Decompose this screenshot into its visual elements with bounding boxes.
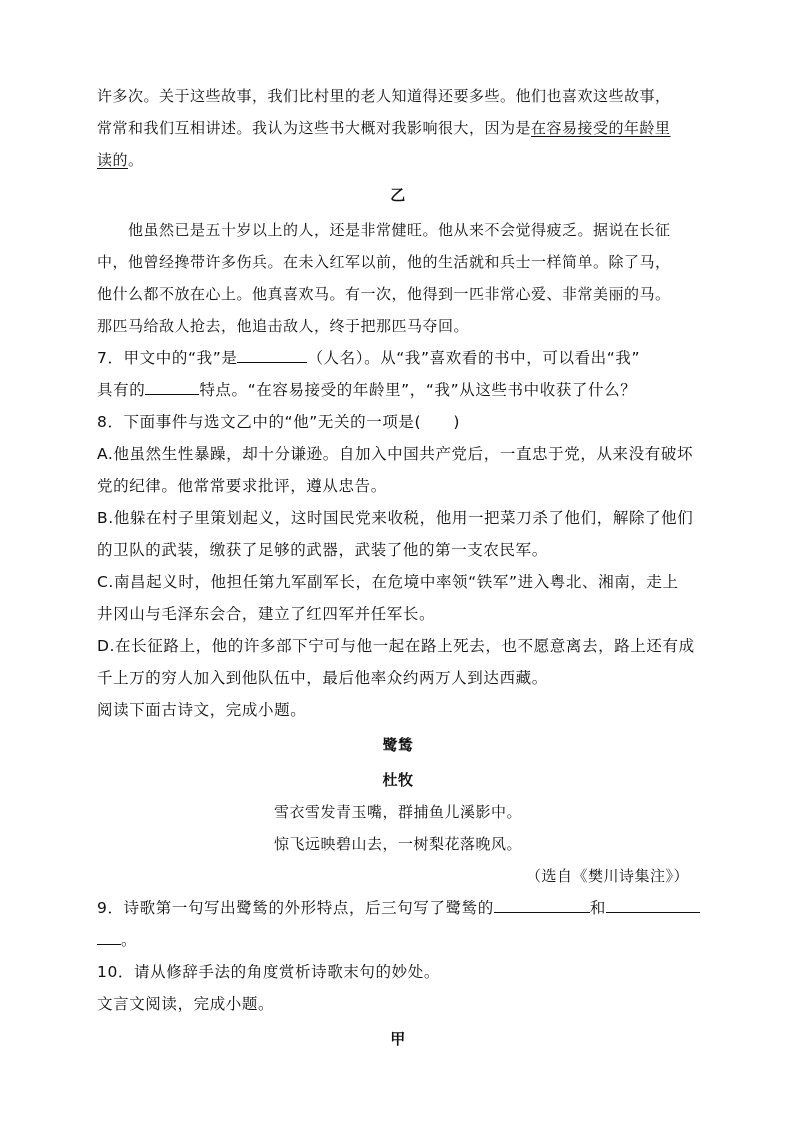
option-d-line-1: D.在长征路上，他的许多部下宁可与他一起在路上死去，也不愿意离去，路上还有成 — [97, 637, 695, 655]
classical-intro: 文言文阅读，完成小题。 — [97, 995, 275, 1013]
question-10: 10．请从修辞手法的角度赏析诗歌末句的妙处。 — [97, 963, 440, 981]
underlined-phrase-end: 读的 — [97, 151, 129, 169]
question-7-line-1 — [97, 342, 699, 374]
question-7-text-1: 7．甲文中的“我”是 — [97, 349, 238, 367]
passage-yi-line-3: 他什么都不放在心上。他真喜欢马。有一次，他得到一匹非常心爱、非常美丽的马。 — [97, 285, 671, 303]
passage-yi-line-2: 中，他曾经搀带许多伤兵。在未入红军以前，他的生活就和兵士一样简单。除了马， — [97, 253, 671, 271]
option-b-line-1: B.他躲在村子里策划起义，这时国民党来收税，他用一把菜刀杀了他们，解除了他们 — [97, 509, 694, 527]
question-9-text-1: 9．诗歌第一句写出鹭鸶的外形特点，后三句写了鹭鸶的 — [97, 899, 494, 917]
passage-jia-line-1: 许多次。关于这些故事，我们比村里的老人知道得还要多些。他们也喜欢这些故事， — [97, 87, 671, 105]
option-c-line-1: C.南昌起义时，他担任第九军副军长，在危境中率领“铁军”进入粤北、湘南，走上 — [97, 573, 679, 591]
option-d-line-2: 千上万的穷人加入到他队伍中，最后他率众约两万人到达西藏。 — [97, 669, 548, 687]
question-7-line-2 — [97, 374, 699, 406]
question-9-line-1 — [97, 892, 699, 924]
option-a-line-2: 党的纪律。他常常要求批评，遵从忠告。 — [97, 477, 387, 495]
answer-blank[interactable] — [145, 376, 199, 395]
poem-source: （选自《樊川诗集注》） — [525, 867, 689, 885]
next-passage-title: 甲 — [390, 1030, 406, 1048]
answer-blank[interactable] — [97, 926, 121, 945]
option-b-line-2: 的卫队的武装，缴获了足够的武器，武装了他的第一支农民军。 — [97, 541, 548, 559]
passage-jia-line-3 — [97, 144, 699, 176]
passage-yi-line-4: 那匹马给敌人抢去，他追击敌人，终于把那匹马夺回。 — [97, 317, 470, 335]
option-a-line-1: A.他虽然生性暴躁，却十分谦逊。自加入中国共产党后，一直忠于党，从来没有破坏 — [97, 445, 694, 463]
answer-blank[interactable] — [606, 894, 700, 913]
option-c-line-2: 井冈山与毛泽东会合，建立了红四军并任军长。 — [97, 605, 436, 623]
passage-jia-line-2-text: 常常和我们互相讲述。我认为这些书大概对我影响很大，因为是 — [97, 119, 532, 137]
passage-jia-line-2 — [97, 112, 699, 144]
passage-yi-line-1: 他虽然已是五十岁以上的人，还是非常健旺。他从来不会觉得疲乏。据说在长征 — [128, 221, 671, 239]
poem-line-1: 雪衣雪发青玉嘴，群捕鱼儿溪影中。 — [273, 803, 522, 821]
question-7-text-3: 具有的 — [97, 381, 146, 399]
question-9-text-3: 。 — [121, 931, 138, 949]
poem-intro: 阅读下面古诗文，完成小题。 — [97, 701, 307, 719]
poem-title: 鹭鸶 — [382, 736, 414, 754]
poem-line-2: 惊飞远映碧山去，一树梨花落晚风。 — [273, 835, 522, 853]
question-9-line-2 — [97, 924, 699, 956]
answer-blank[interactable] — [237, 344, 307, 363]
passage-jia-line-3-end: 。 — [128, 151, 144, 169]
underlined-phrase: 在容易接受的年龄里 — [531, 119, 671, 137]
document-page — [97, 80, 699, 1058]
question-9-text-2: 和 — [589, 899, 606, 917]
answer-blank[interactable] — [494, 894, 590, 913]
question-7-text-4: 特点。“在容易接受的年龄里”，“我”从这些书中收获了什么？ — [199, 381, 637, 399]
poem-author: 杜牧 — [382, 771, 414, 789]
question-8-stem: 8．下面事件与选文乙中的“他”无关的一项是( ) — [97, 413, 461, 431]
question-7-text-2: （人名）。从“我”喜欢看的书中，可以看出“我” — [307, 349, 641, 367]
passage-yi-title: 乙 — [390, 186, 406, 204]
